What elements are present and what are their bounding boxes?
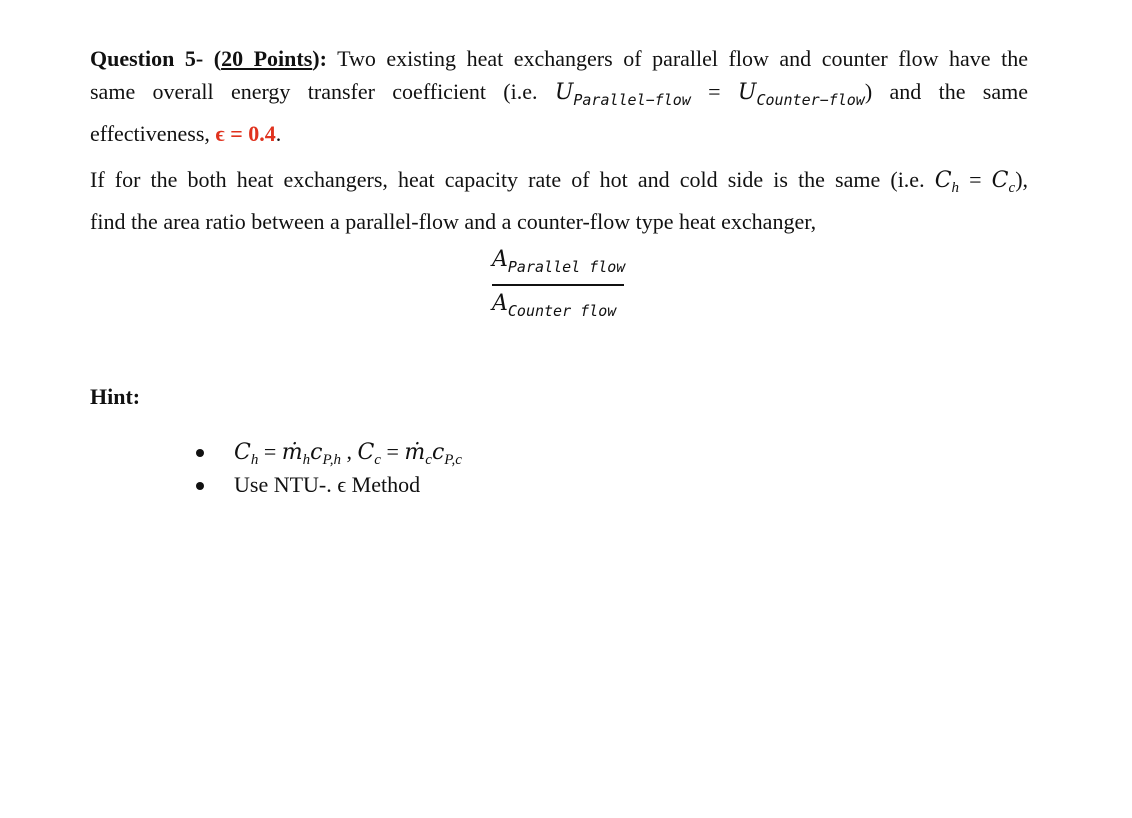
- u-counter-symbol: U: [737, 80, 757, 105]
- formula-mdot-h: ṁ: [281, 440, 303, 465]
- points-label: 20 Points: [221, 46, 313, 71]
- formula-ch: C: [234, 440, 251, 465]
- fraction-bar: [492, 284, 624, 286]
- formula-cc: C: [357, 440, 375, 465]
- formula-mdot-c-sub: c: [425, 452, 432, 468]
- numerator-subscript: Parallel flow: [507, 258, 626, 276]
- question-line-3-end: .: [275, 121, 282, 146]
- question-line-1: [90, 42, 1028, 75]
- formula-eq-1: =: [263, 439, 277, 464]
- bullet-icon: [196, 449, 204, 457]
- u-equals: =: [708, 79, 721, 104]
- formula-cp-h: c: [310, 440, 323, 465]
- question-paragraph: [90, 42, 1028, 150]
- fraction-denominator: [492, 288, 624, 326]
- cc-symbol: C: [991, 168, 1009, 193]
- formula-eq-2: =: [386, 439, 399, 464]
- condition-paragraph: [90, 163, 1028, 238]
- condition-line-1: [90, 163, 1028, 205]
- bullet-icon: [196, 482, 204, 490]
- question-line-2-end: ) and the same: [864, 79, 1029, 104]
- denominator-a-symbol: A: [492, 291, 508, 316]
- points-open: (: [213, 46, 222, 71]
- c-equals: =: [969, 167, 982, 192]
- cc-subscript: c: [1008, 180, 1016, 196]
- question-title: Question 5-: [90, 46, 204, 71]
- formula-separator: ,: [346, 439, 352, 464]
- formula-cc-sub: c: [374, 452, 381, 468]
- points-close: ):: [312, 46, 327, 71]
- u-counter-subscript: Counter−flow: [756, 91, 865, 109]
- question-line-2-start: same overall energy transfer coefficient (i.e.: [90, 79, 538, 104]
- formula-ch-sub: h: [250, 452, 259, 468]
- condition-line-1-end: ),: [1015, 167, 1029, 192]
- question-line-1-text: Two existing heat exchangers of parallel flow and counter flow have the: [337, 46, 1028, 71]
- formula-mdot-h-sub: h: [302, 452, 311, 468]
- question-line-3-start: effectiveness,: [90, 121, 210, 146]
- formula-cp-h-sub: P,h: [322, 452, 341, 468]
- hint-label: Hint:: [90, 384, 141, 409]
- condition-line-2: find the area ratio between a parallel-flow and a counter-flow type heat exchanger,: [90, 209, 817, 234]
- question-line-2: [90, 75, 1028, 117]
- condition-line-1-start: If for the both heat exchangers, heat capacity rate of hot and cold side is the same (i.e.: [90, 167, 925, 192]
- area-ratio-fraction: [492, 244, 624, 326]
- effectiveness-value: ϵ = 0.4: [215, 121, 276, 146]
- question-line-3: [90, 121, 281, 146]
- numerator-a-symbol: A: [492, 247, 508, 272]
- fraction-numerator: [492, 244, 624, 282]
- formula-cp-c-sub: P,c: [444, 452, 462, 468]
- u-parallel-subscript: Parallel−flow: [573, 91, 691, 109]
- ch-symbol: C: [934, 168, 952, 193]
- method-hint: Use NTU-. ϵ Method: [234, 472, 421, 497]
- denominator-subscript: Counter flow: [507, 302, 617, 320]
- ch-subscript: h: [951, 180, 960, 196]
- formula-cp-c: c: [431, 440, 445, 465]
- u-parallel-symbol: U: [554, 80, 574, 105]
- formula-mdot-c: ṁ: [404, 440, 426, 465]
